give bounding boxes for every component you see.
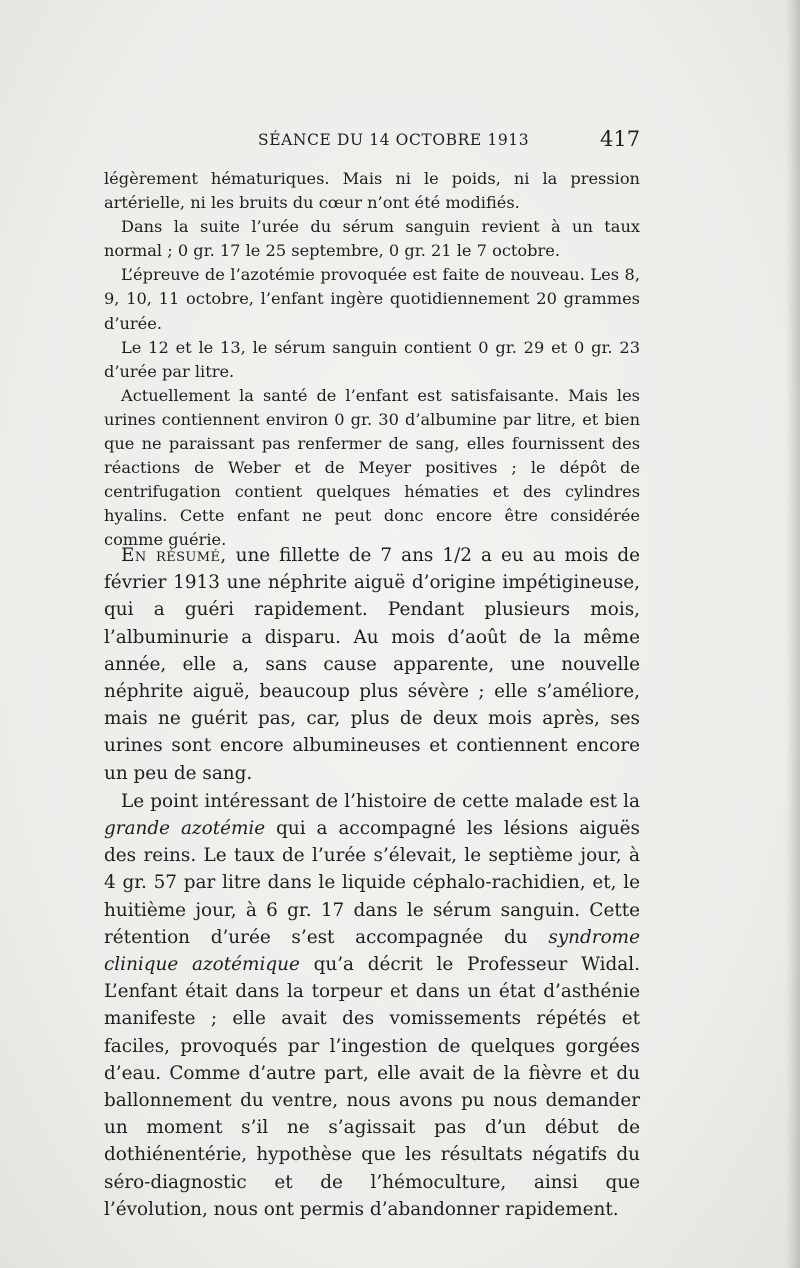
running-title: SÉANCE DU 14 OCTOBRE 1913	[258, 131, 530, 149]
case-report-text	[104, 167, 640, 553]
summary-body: une fillette de 7 ans 1/2 a eu au mois de février 1913 une néphrite aiguë d’origine impétigineuse, qui a guéri rapidement. Pendant plusieurs mois, l’albuminurie a disparu. Au mois d’août de la même année, elle a, sans cause apparente, une nouvelle néphrite aiguë, beaucoup plus sévère ; elle s’améliore, mais ne guérit pas, car, plus de deux mois après, ses urines sont encore albumineuses et contiennent encore un peu de sang.	[104, 545, 640, 784]
page-header	[0, 127, 800, 155]
paragraph: Dans la suite l’urée du sérum sanguin revient à un taux normal ; 0 gr. 17 le 25 septembre, 0 gr. 21 le 7 octobre.	[104, 217, 640, 261]
summary-text	[104, 542, 640, 1223]
paragraph: Actuellement la santé de l’enfant est satisfaisante. Mais les urines contiennent environ 0 gr. 30 d’albumine par litre, et bien que ne paraissant pas renfermer de sang, elles fournissent des réactions de Weber et de Meyer positives ; le dépôt de centrifugation contient quelques hématies et des cylindres hyalins. Cette enfant ne peut donc encore être considérée comme guérie.	[104, 385, 640, 550]
summary-lead: En résumé,	[121, 545, 227, 566]
text-run: qu’a décrit le Professeur Widal. L’enfant était dans la torpeur et dans un état d’asthénie manifeste ; elle avait des vomissements répétés et faciles, provoqués par l’ingestion de quelques gorgées d’eau. Comme d’autre part, elle avait de la fièvre et du ballonnement du ventre, nous avons pu nous demander un moment s’il ne s’agissait pas d’un début de dothiénentérie, hypothèse que les résultats négatifs du séro-diagnostic et de l’hémoculture, ainsi que l’évolution, nous ont permis d’abandonner rapidement.	[104, 954, 640, 1220]
text-run: qui a accompagné les lésions aiguës des reins. Le taux de l’urée s’élevait, le septième jour, à 4 gr. 57 par litre dans le liquide céphalo-rachidien, et, le huitième jour, à 6 gr. 17 dans le sérum sanguin. Cette rétention d’urée s’est accompagnée du	[104, 818, 640, 948]
paragraph: L’épreuve de l’azotémie provoquée est faite de nouveau. Les 8, 9, 10, 11 octobre, l’enfant ingère quotidiennement 20 grammes d’urée.	[104, 265, 640, 333]
page-edge-shadow	[786, 0, 800, 1268]
text-run: Le point intéressant de l’histoire de cette malade est la	[121, 790, 640, 812]
italic-term: grande azotémie	[104, 818, 266, 840]
page-number: 417	[600, 127, 641, 151]
summary-paragraph	[104, 542, 640, 787]
italic-term: syndrome clinique azotémique	[104, 926, 640, 976]
discussion-paragraph	[104, 788, 640, 1223]
paragraph: Le 12 et le 13, le sérum sanguin contient 0 gr. 29 et 0 gr. 23 d’urée par litre.	[104, 337, 640, 381]
paragraph-continued: légèrement hématuriques. Mais ni le poids, ni la pression artérielle, ni les bruits du cœur n’ont été modifiés.	[104, 169, 640, 213]
